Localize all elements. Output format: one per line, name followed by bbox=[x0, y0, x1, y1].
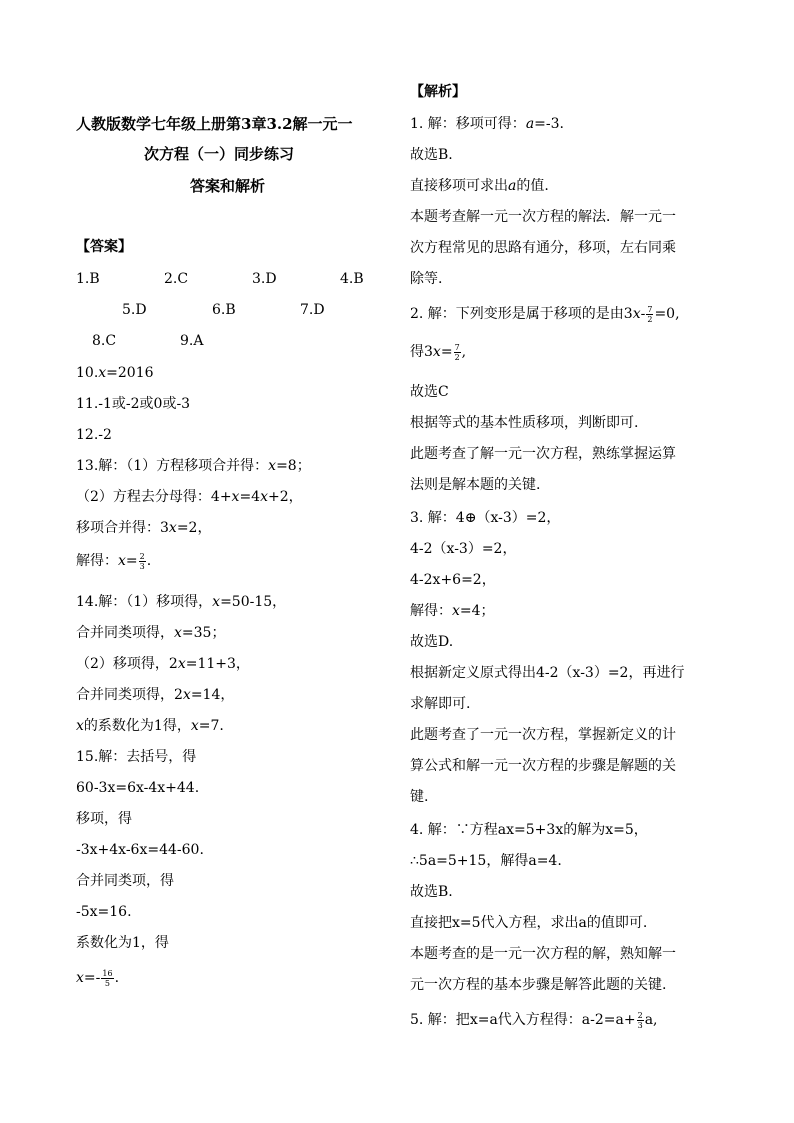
doc-title-line-2: 次方程（一）同步练习 bbox=[144, 145, 295, 163]
analysis-4-line-4: 直接把x=5代入方程，求出a的值即可. bbox=[410, 915, 648, 931]
analysis-3-line-2: 4-2（x-3）=2， bbox=[410, 541, 517, 557]
analysis-3-line-3: 4-2x+6=2， bbox=[410, 572, 496, 588]
answer-6: 6.B bbox=[212, 302, 236, 318]
answer-14-line-1: 14.解：（1）移项得，x=50-15， bbox=[76, 594, 287, 610]
answer-15-line-6: -5x=16. bbox=[76, 904, 132, 920]
analysis-4-line-3: 故选B. bbox=[410, 884, 453, 900]
analysis-3-line-9: 算公式和解一元一次方程的步骤是解题的关 bbox=[410, 758, 676, 774]
analysis-heading: 【解析】 bbox=[410, 84, 466, 100]
analysis-2-line-1: 2. 解：下列变形是属于移项的是由3x- $\frac{7}{2}$ =0, bbox=[410, 304, 680, 324]
analysis-2-line-2: 得3x= $\frac{7}{2}$ , bbox=[410, 342, 467, 362]
analysis-3-line-1: 3. 解：4⊕（x-3）=2， bbox=[410, 510, 561, 526]
analysis-4-line-5: 本题考查的是一元一次方程的解，熟知解一 bbox=[410, 946, 676, 962]
answer-12: 12.-2 bbox=[76, 427, 112, 443]
analysis-4-line-2: ∴5a=5+15，解得a=4. bbox=[410, 853, 562, 869]
doc-title-line-1: 人教版数学七年级上册第3章3.2解一元一 bbox=[76, 115, 353, 133]
answer-11: 11.-1或-2或0或-3 bbox=[76, 396, 191, 412]
fraction: $\frac{2}{3}$ bbox=[139, 551, 145, 571]
analysis-1-line-2: 故选B. bbox=[410, 147, 453, 163]
analysis-4-line-1: 4. 解：∵方程ax=5+3x的解为x=5， bbox=[410, 822, 648, 838]
answer-5: 5.D bbox=[122, 302, 147, 318]
answer-15-line-8: x=- $\frac{16}{5}$ . bbox=[76, 968, 120, 988]
fraction: $\frac{16}{5}$ bbox=[102, 968, 113, 988]
answer-14-line-5: x的系数化为1得，x=7. bbox=[76, 718, 224, 734]
answer-9: 9.A bbox=[180, 333, 204, 349]
analysis-5-line-1: 5. 解：把x=a代入方程得：a-2=a+ $\frac{2}{3}$ a, bbox=[410, 1010, 658, 1030]
answer-15-line-4: -3x+4x-6x=44-60. bbox=[76, 842, 204, 858]
answer-2: 2.C bbox=[164, 271, 189, 287]
answer-14-line-3: （2）移项得，2x=11+3， bbox=[76, 656, 250, 672]
fraction: $\frac{7}{2}$ bbox=[454, 342, 460, 362]
fraction: $\frac{2}{3}$ bbox=[637, 1010, 643, 1030]
analysis-2-line-5: 此题考查了解一元一次方程，熟练掌握运算 bbox=[410, 446, 676, 462]
answer-14-line-4: 合并同类项得，2x=14， bbox=[76, 687, 235, 703]
answer-15-line-3: 移项，得 bbox=[76, 811, 132, 827]
analysis-1-line-4: 本题考查解一元一次方程的解法．解一元一 bbox=[410, 209, 676, 225]
analysis-4-line-6: 元一次方程的基本步骤是解答此题的关键. bbox=[410, 977, 667, 993]
analysis-1-line-5: 次方程常见的思路有通分，移项，左右同乘 bbox=[410, 240, 676, 256]
answer-13-line-1: 13.解：（1）方程移项合并得：x=8； bbox=[76, 458, 311, 474]
analysis-3-line-7: 求解即可. bbox=[410, 696, 471, 712]
analysis-3-line-5: 故选D. bbox=[410, 634, 454, 650]
analysis-3-line-8: 此题考查了一元一次方程，掌握新定义的计 bbox=[410, 727, 676, 743]
analysis-3-line-4: 解得：x=4； bbox=[410, 603, 495, 619]
answer-10: 10.x=2016 bbox=[76, 365, 154, 381]
answer-7: 7.D bbox=[300, 302, 325, 318]
analysis-2-line-6: 法则是解本题的关键. bbox=[410, 477, 541, 493]
analysis-1-line-1: 1. 解：移项可得：a=-3. bbox=[410, 116, 564, 132]
doc-title-line-3: 答案和解析 bbox=[190, 177, 266, 195]
analysis-2-line-4: 根据等式的基本性质移项，判断即可. bbox=[410, 415, 639, 431]
answer-14-line-2: 合并同类项得，x=35； bbox=[76, 625, 226, 641]
answer-13-line-3: 移项合并得：3x=2， bbox=[76, 520, 212, 536]
analysis-2-line-3: 故选C bbox=[410, 384, 449, 400]
analysis-1-line-6: 除等. bbox=[410, 271, 443, 287]
analysis-3-line-10: 键. bbox=[410, 789, 429, 805]
analysis-3-line-6: 根据新定义原式得出4-2（x-3）=2，再进行 bbox=[410, 665, 685, 681]
answer-15-line-2: 60-3x=6x-4x+44. bbox=[76, 780, 200, 796]
answer-4: 4.B bbox=[340, 271, 364, 287]
answer-13-line-2: （2）方程去分母得：4+x=4x+2， bbox=[76, 489, 303, 505]
answer-15-line-7: 系数化为1，得 bbox=[76, 935, 169, 951]
answer-1: 1.B bbox=[76, 271, 100, 287]
answer-13-line-4: 解得：x= $\frac{2}{3}$ . bbox=[76, 551, 152, 571]
answer-15-line-1: 15.解：去括号，得 bbox=[76, 749, 197, 765]
fraction: $\frac{7}{2}$ bbox=[647, 304, 653, 324]
answer-8: 8.C bbox=[92, 333, 117, 349]
analysis-1-line-3: 直接移项可求出a的值. bbox=[410, 178, 549, 194]
answer-3: 3.D bbox=[252, 271, 277, 287]
answers-heading: 【答案】 bbox=[76, 239, 132, 255]
answer-15-line-5: 合并同类项，得 bbox=[76, 873, 174, 889]
